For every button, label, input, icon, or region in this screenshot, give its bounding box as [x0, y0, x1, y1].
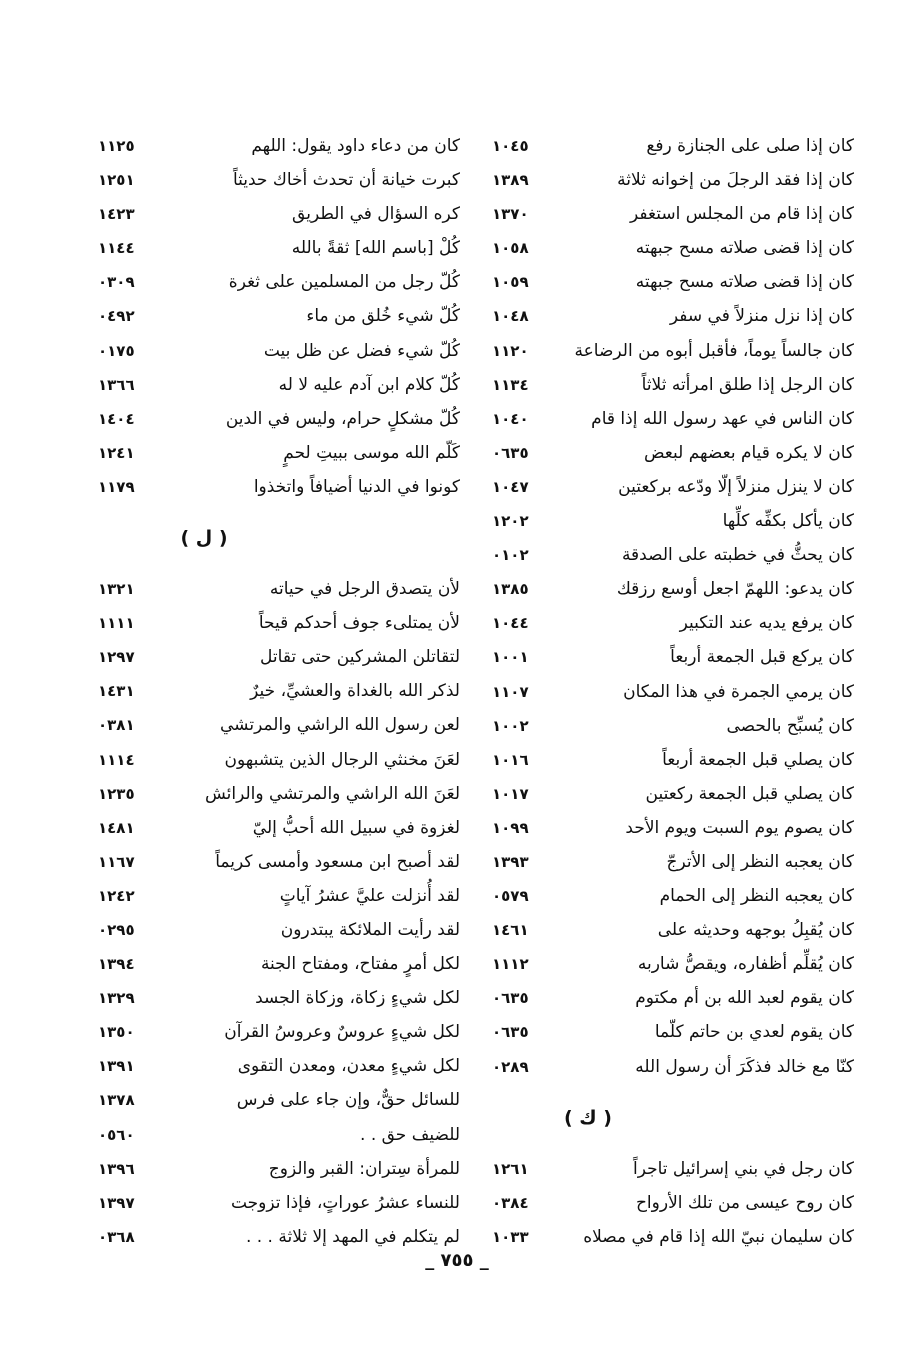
- index-entry: [98, 640, 460, 674]
- entry-number: ١١٦٧: [98, 852, 135, 871]
- entry-number: ٠٦٣٥: [492, 1023, 529, 1042]
- entry-number: ١٢٣٥: [98, 784, 135, 803]
- entry-text: لقد أصبح ابن مسعود وأمسى كريماً: [215, 851, 460, 872]
- entry-number: ١٠١٦: [492, 750, 529, 769]
- index-entry: [98, 1186, 460, 1220]
- entry-text: لعَنَ مخنثي الرجال الذين يتشبهون: [224, 749, 460, 770]
- entry-number: ٠٥٧٩: [492, 887, 529, 906]
- entry-text: لقد أُنزلت عليَّ عشرُ آياتٍ: [279, 885, 460, 906]
- entry-text: كان يقوم لعبد الله بن أم مكتوم: [635, 988, 854, 1009]
- index-entry: [492, 402, 854, 436]
- index-entry: [492, 947, 854, 981]
- index-entry: [98, 845, 460, 879]
- entry-text: كونوا في الدنيا أضيافاً واتخذوا: [253, 476, 460, 497]
- entry-text: كان روح عيسى من تلك الأرواح: [635, 1192, 854, 1213]
- entry-number: ١٠٩٩: [492, 818, 529, 837]
- index-entry: [98, 1015, 460, 1049]
- index-entry: [98, 368, 460, 402]
- index-entry: [492, 606, 854, 640]
- entry-number: ١٣٥٠: [98, 1023, 135, 1042]
- index-entry: [98, 947, 460, 981]
- entry-number: ٠١٠٢: [492, 546, 529, 565]
- entry-text: كان يعجبه النظر إلى الأترجّ: [666, 851, 854, 872]
- entry-number: ١٠٠٢: [492, 716, 529, 735]
- entry-number: ١١٣٤: [492, 375, 529, 394]
- index-entry: [492, 504, 854, 538]
- entry-number: ٠٣٦٨: [98, 1227, 135, 1246]
- index-entry: [492, 163, 854, 197]
- entry-text: كبرت خيانة أن تحدث أخاك حديثاً: [232, 170, 460, 191]
- entry-text: كان إذا فقد الرجلَ من إخوانه ثلاثة: [617, 170, 854, 191]
- entry-number: ١٤٣١: [98, 682, 135, 701]
- entry-text: كان جالساً يوماً، فأقبل أبوه من الرضاعة: [574, 340, 854, 361]
- index-entry: [98, 197, 460, 231]
- index-entry: [98, 674, 460, 708]
- entry-number: ١٤٦١: [492, 921, 529, 940]
- entry-text: كُلْ [باسم الله] ثقةً بالله: [291, 238, 460, 259]
- entry-number: ١١٢٠: [492, 341, 529, 360]
- index-entry: [492, 777, 854, 811]
- entry-text: كان يقوم لعدي بن حاتم كلّما: [654, 1022, 854, 1043]
- entry-text: كان يرمي الجمرة في هذا المكان: [623, 681, 854, 702]
- entry-text: لذكر الله بالغداة والعشيِّ، خيرٌ: [250, 681, 460, 702]
- entry-text: كان إذا قضى صلاته مسح جبهته: [635, 238, 854, 259]
- index-entry: [98, 334, 460, 368]
- index-entry: [98, 129, 460, 163]
- entry-text: للنساء عشرُ عوراتٍ، فإذا تزوجت: [230, 1192, 460, 1213]
- entry-number: ٠٥٦٠: [98, 1125, 135, 1144]
- index-entry: [98, 879, 460, 913]
- entry-text: لكل شيءٍ زكاة، وزكاة الجسد: [255, 988, 460, 1009]
- entry-number: ١٣٩٦: [98, 1159, 135, 1178]
- index-entry: [98, 777, 460, 811]
- entry-number: ١٣٩٧: [98, 1193, 135, 1212]
- entry-number: ٠٦٣٥: [492, 443, 529, 462]
- index-entry: [98, 811, 460, 845]
- entry-number: ٠٣٨١: [98, 716, 135, 735]
- index-entry: [98, 1220, 460, 1254]
- index-entry: [492, 470, 854, 504]
- entry-number: ١٣٨٩: [492, 171, 529, 190]
- entry-text: كُلّ شيء خُلق من ماء: [306, 306, 460, 327]
- entry-number: ٠٣٠٩: [98, 273, 135, 292]
- entry-number: ١٠١٧: [492, 784, 529, 803]
- entry-number: ١٠٤٨: [492, 307, 529, 326]
- entry-number: ١٢٦١: [492, 1159, 529, 1178]
- index-entry: [492, 265, 854, 299]
- entry-text: لكل شيءٍ معدن، ومعدن التقوى: [237, 1056, 460, 1077]
- index-entry: [98, 470, 460, 504]
- entry-text: كان الرجل إذا طلق امرأته ثلاثاً: [641, 374, 854, 395]
- entry-number: ١٤٠٤: [98, 409, 135, 428]
- entry-number: ١٣٦٦: [98, 375, 135, 394]
- index-entry: [492, 811, 854, 845]
- entry-text: كان يصلي قبل الجمعة ركعتين: [645, 783, 854, 804]
- entry-text: كره السؤال في الطريق: [292, 204, 460, 225]
- entry-number: ١٣٩٤: [98, 955, 135, 974]
- entry-text: لعَنَ الله الراشي والمرتشي والرائش: [204, 783, 460, 804]
- entry-text: كُلّ شيء فضل عن ظل بيت: [263, 340, 460, 361]
- entry-text: كان إذا صلى على الجنازة رفع: [646, 136, 854, 156]
- entry-text: كنّا مع خالد فذكَرَ أن رسول الله: [635, 1056, 854, 1077]
- entry-number: ٠٢٩٥: [98, 920, 135, 939]
- index-entry: [98, 981, 460, 1015]
- index-entry: [98, 606, 460, 640]
- entry-text: كان يحثُّ في خطبته على الصدقة: [621, 545, 854, 566]
- index-entry: [492, 334, 854, 368]
- entry-text: لكل شيءٍ عروسٌ وعروسُ القرآن: [224, 1022, 460, 1043]
- index-entry: [98, 708, 460, 742]
- entry-text: للسائل حقٌّ، وإن جاء على فرس: [236, 1090, 460, 1111]
- entry-number: ١١١٤: [98, 750, 135, 769]
- entry-text: لقد رأيت الملائكة يبتدرون: [280, 919, 460, 940]
- index-entry: [98, 299, 460, 333]
- entry-number: ١١٧٩: [98, 477, 135, 496]
- index-entry: [492, 709, 854, 743]
- index-entry: [98, 402, 460, 436]
- index-entry: [98, 1152, 460, 1186]
- entry-text: كَلّم الله موسى ببيتِ لحمٍ: [283, 442, 460, 463]
- entry-number: ٠١٧٥: [98, 341, 135, 360]
- entry-text: للمرأة سِتران: القبر والزوج: [268, 1158, 460, 1179]
- entry-number: ١٣٨٥: [492, 580, 529, 599]
- entry-number: ١٠٠١: [492, 648, 529, 667]
- index-entry: [492, 368, 854, 402]
- index-entry: [492, 1186, 854, 1220]
- entry-text: كان من دعاء داود يقول: اللهم: [251, 136, 460, 156]
- entry-text: كان يصلي قبل الجمعة أربعاً: [662, 749, 854, 770]
- index-entry: [492, 743, 854, 777]
- entry-number: ١٠٥٩: [492, 273, 529, 292]
- index-entry: [98, 265, 460, 299]
- entry-text: كان يرفع يديه عند التكبير: [679, 613, 854, 634]
- index-entry: [492, 1050, 854, 1084]
- entry-number: ١١٢٥: [98, 137, 135, 155]
- entry-number: ١١١١: [98, 614, 135, 633]
- entry-text: كان لا ينزل منزلاً إلّا ودّعه بركعتين: [618, 476, 854, 497]
- left-index-column: [98, 129, 460, 1254]
- entry-number: ١٢٤٢: [98, 886, 135, 905]
- entry-text: كان رجل في بني إسرائيل تاجراً: [632, 1158, 854, 1179]
- entry-text: كان يعجبه النظر إلى الحمام: [659, 886, 854, 907]
- entry-text: كان لا يكره قيام بعضهم لبعض: [643, 442, 854, 463]
- entry-text: لكل أمرٍ مفتاح، ومفتاح الجنة: [260, 954, 460, 975]
- entry-text: لغزوة في سبيل الله أحبُّ إليّ: [252, 817, 460, 838]
- index-entry: [98, 1083, 460, 1117]
- index-entry: [492, 879, 854, 913]
- index-entry: [492, 1152, 854, 1186]
- entry-text: كان يُقلِّم أظفاره، ويقصُّ شاربه: [637, 954, 854, 975]
- index-entry: [492, 640, 854, 674]
- index-entry: [492, 436, 854, 470]
- entry-text: كان إذا نزل منزلاً في سفر: [669, 306, 854, 327]
- entry-number: ١١١٢: [492, 955, 529, 974]
- index-entry: [98, 572, 460, 606]
- entry-text: كان يدعو: اللهمّ اجعل أوسع رزقك: [616, 579, 854, 600]
- index-entry: [492, 913, 854, 947]
- index-entry: [98, 436, 460, 470]
- entry-text: كُلّ مشكلٍ حرام، وليس في الدين: [225, 408, 460, 429]
- entry-text: كان يُقبِلُ بوجهه وحديثه على: [657, 920, 854, 941]
- entry-number: ١٣٢١: [98, 580, 135, 599]
- entry-number: ١٢٩٧: [98, 648, 135, 667]
- entry-number: ١٠٤٤: [492, 614, 529, 633]
- index-entry: [98, 1118, 460, 1152]
- right-index-column: [492, 129, 854, 1254]
- index-entry: [492, 572, 854, 606]
- index-entry: [98, 913, 460, 947]
- entry-number: ١٤٢٣: [98, 205, 135, 224]
- index-entry: [492, 231, 854, 265]
- index-entry: [492, 299, 854, 333]
- entry-text: كان سليمان نبيّ الله إذا قام في مصلاه: [583, 1226, 854, 1247]
- entry-text: للضيف حق . .: [360, 1124, 460, 1145]
- entry-number: ١٣٧٨: [98, 1091, 135, 1110]
- entry-number: ١٠٤٥: [492, 137, 529, 155]
- index-entry: [492, 129, 854, 163]
- entry-number: ٠٦٣٥: [492, 989, 529, 1008]
- entry-number: ١٢٥١: [98, 171, 135, 190]
- entry-number: ١٢٤١: [98, 443, 135, 462]
- entry-number: ١٣٧٠: [492, 205, 529, 224]
- entry-number: ١٤٨١: [98, 818, 135, 837]
- entry-number: ١٣٢٩: [98, 989, 135, 1008]
- section-letter-heading: ( ل ): [180, 527, 228, 550]
- entry-text: كان يأكل بكفِّه كلِّها: [722, 511, 854, 532]
- entry-text: لأن يتصدق الرجل في حياته: [269, 579, 460, 600]
- entry-number: ٠٤٩٢: [98, 307, 135, 326]
- entry-number: ١١٤٤: [98, 239, 135, 258]
- index-entry: [98, 163, 460, 197]
- index-entry: [492, 845, 854, 879]
- entry-number: ٠٢٨٩: [492, 1057, 529, 1076]
- entry-number: ١٣٩٣: [492, 852, 529, 871]
- entry-text: كان يصوم يوم السبت ويوم الأحد: [625, 817, 854, 838]
- entry-text: كان الناس في عهد رسول الله إذا قام: [591, 408, 854, 429]
- entry-text: لعن رسول الله الراشي والمرتشي: [220, 715, 460, 736]
- index-entry: [492, 675, 854, 709]
- entry-text: لأن يمتلىء جوف أحدكم قيحاً: [258, 613, 460, 634]
- index-entry: [492, 1015, 854, 1049]
- index-entry: [492, 981, 854, 1015]
- entry-number: ١٠٥٨: [492, 239, 529, 258]
- section-letter-heading: ( ك ): [563, 1106, 612, 1129]
- entry-text: كان إذا قضى صلاته مسح جبهته: [635, 272, 854, 293]
- page-number: _ ٧٥٥ _: [425, 1250, 489, 1271]
- index-entry: [98, 1049, 460, 1083]
- index-entry: [492, 197, 854, 231]
- index-entry: [492, 538, 854, 572]
- entry-text: كُلّ كلام ابن آدم عليه لا له: [278, 374, 460, 395]
- entry-text: كان يُسبِّح بالحصى: [726, 715, 854, 736]
- entry-text: لتقاتلن المشركين حتى تقاتل: [260, 647, 460, 668]
- entry-text: كُلّ رجل من المسلمين على ثغرة: [228, 272, 460, 293]
- entry-text: كان إذا قام من المجلس استغفر: [630, 204, 854, 225]
- entry-number: ٠٣٨٤: [492, 1193, 529, 1212]
- entry-number: ١١٠٧: [492, 682, 529, 701]
- entry-number: ١٢٠٢: [492, 512, 529, 531]
- entry-number: ١٣٩١: [98, 1057, 135, 1076]
- entry-number: ١٠٤٠: [492, 409, 529, 428]
- index-entry: [98, 231, 460, 265]
- entry-number: ١٠٤٧: [492, 477, 529, 496]
- entry-number: ١٠٣٣: [492, 1227, 529, 1246]
- index-entry: [492, 1220, 854, 1254]
- entry-text: لم يتكلم في المهد إلا ثلاثة . . .: [245, 1226, 460, 1247]
- entry-text: كان يركع قبل الجمعة أربعاً: [670, 647, 854, 668]
- index-entry: [98, 743, 460, 777]
